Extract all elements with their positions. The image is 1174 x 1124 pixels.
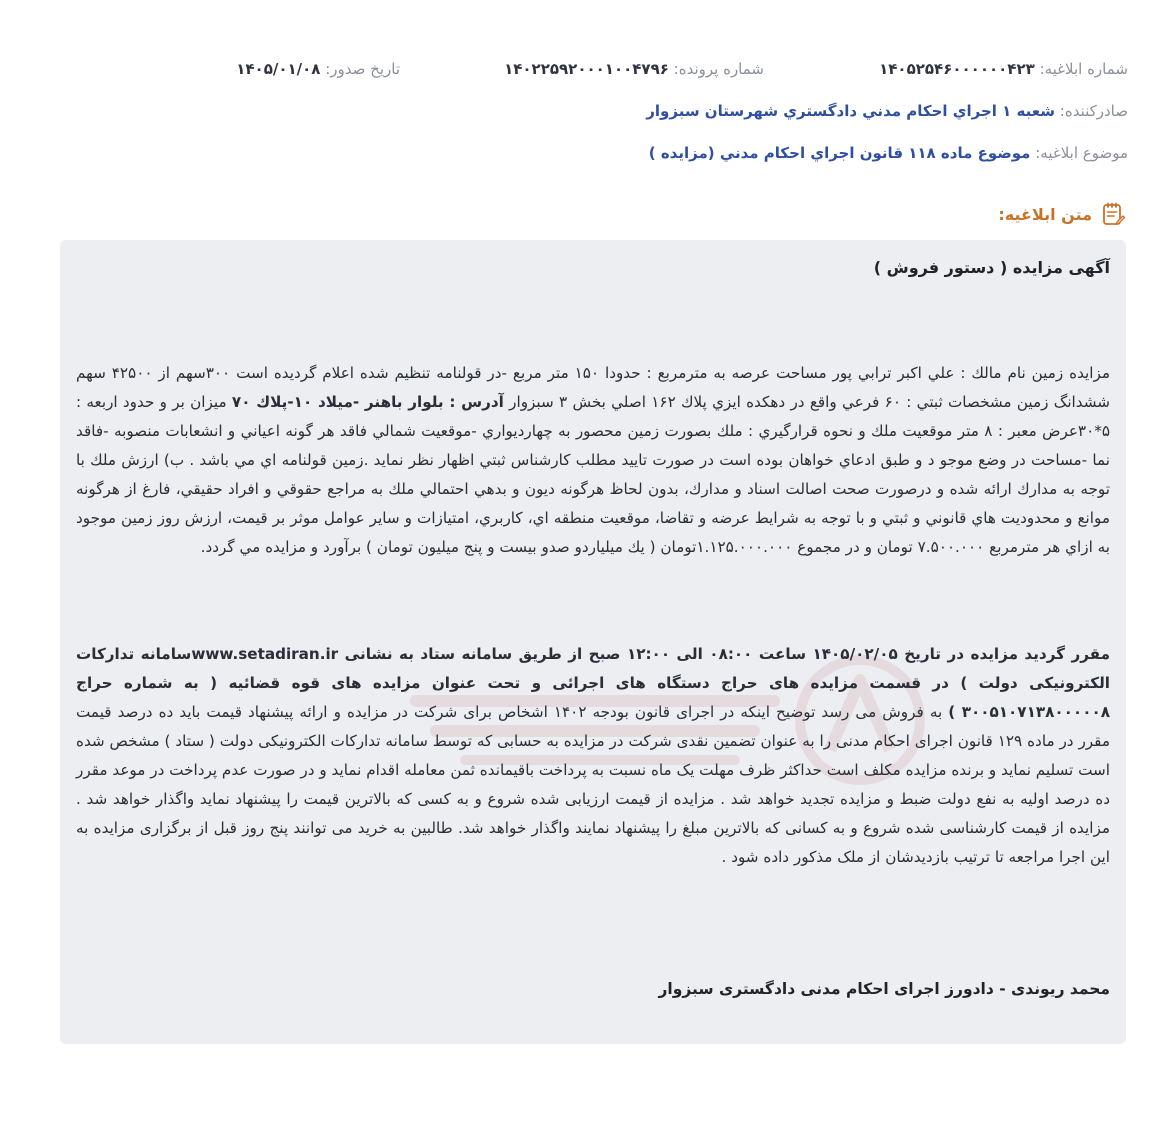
signature: محمد ریوندی - دادورز اجرای احکام مدنی دادگستری سبزوار bbox=[658, 980, 1110, 998]
property-description: مزایده زمین نام مالك : علي اكبر ترابي پور مساحت عرصه به مترمربع : حدودا ۱۵۰ متر مربع -در قولنامه تنظيم شده اعلام گرديده است ۳۰۰سهم از ۴۲۵۰۰ سهم ششدانگ زمين مشخصات ثبتي : ۶۰ فرعي واقع در دهكده ايزي پلاك ۱۶۲ اصلي بخش ۳ سبزوار آدرس : بلوار باهنر -ميلاد ۱۰-پلاك ۷۰ ميزان بر و حدود اربعه : ۵*۳۰عرض معبر : ۸ متر موقعيت ملك و نحوه قرارگيري : ملك بصورت زمين محصور به چهارديواري -موقعيت شمالي فاقد هر گونه اعياني و انشعابات منصوبه -فاقد نما -مساحت در وضع موجو د و طبق ادعاي خواهان بوده است در صورت تاييد مطلب كارشناس ثبتي اظهار نظر نمايد .زمين قولنامه اي مي باشد . ب) ارزش ملك با توجه به مدارك ارائه شده و درصورت صحت اصالت اسناد و مدارك، بدون لحاظ هرگونه ديون و بدهي احتمالي ملك به مراجع حقوقي و افراد حقيقي، فارغ از هرگونه موانع و محدوديت هاي قانوني و ثبتي و با توجه به شرايط عرضه و تقاضا، موقعيت منطقه اي، كاربري، امتيازات و ساير عوامل موثر بر قيمت، ارزش روز زمين موجود به ازاي هر مترمربع ۷.۵۰۰.۰۰۰ تومان و در مجموع ۱.۱۲۵.۰۰۰.۰۰۰تومان ( يك ميلياردو صدو بيست و پنج ميليون تومان ) برآورد و مزايده مي گردد. bbox=[76, 364, 1111, 556]
address-value: بلوار باهنر -ميلاد ۱۰-پلاك ۷۰ bbox=[231, 393, 450, 411]
section-header bbox=[998, 198, 1126, 230]
issuer-row: صادرکننده: شعبه ۱ اجراي احكام مدني دادگستري شهرستان سبزوار bbox=[646, 102, 1128, 120]
issue-date: تاریخ صدور: ۱۴۰۵/۰۱/۰۸ bbox=[236, 60, 400, 78]
notice-heading: آگهی مزایده ( دستور فروش ) bbox=[873, 258, 1110, 277]
notice-text-box bbox=[60, 240, 1126, 1044]
address-label: آدرس : bbox=[449, 393, 504, 411]
file-number: شماره پرونده: ۱۴۰۲۲۵۹۲۰۰۰۱۰۰۴۷۹۶ bbox=[504, 60, 764, 78]
subject-row: موضوع ابلاغیه: موضوع ماده ۱۱۸ قانون اجراي احكام مدني (مزايده ) bbox=[648, 144, 1128, 162]
notice-number: شماره ابلاغیه: ۱۴۰۵۲۵۴۶۰۰۰۰۰۰۴۲۳ bbox=[879, 60, 1128, 78]
section-title: متن ابلاغیه: bbox=[998, 204, 1092, 224]
note-icon bbox=[1100, 201, 1126, 227]
meta-row-numbers bbox=[46, 54, 1128, 84]
auction-terms: مقرر گردید مزایده در تاریخ ۱۴۰۵/۰۲/۰۵ ساعت ۰۸:۰۰ الی ۱۲:۰۰ صبح از طریق سامانه ستاد به نشانی www.setadiran.irسامانه تدارکات الکترونیکی دولت ) در قسمت مزایده های حراج دستگاه های اجرائی و تحت عنوان مزایده های قوه قضائیه ( به شماره حراج ۳۰۰۵۱۰۷۱۳۸۰۰۰۰۰۸ ) به فروش می رسد توضیح اینکه در اجرای قانون بودجه ۱۴۰۲ اشخاص برای شرکت در مزایده و ارائه پیشنهاد قیمت باید ده درصد قیمت مقرر در ماده ۱۲۹ قانون اجرای احکام مدنی را به عنوان تضمین نقدی شرکت در مزایده به حسابی که توسط سامانه تدارکات الکترونیکی دولت ( ستاد ) مشخص شده است تسلیم نماید و برنده مزایده مکلف است حداکثر ظرف مهلت یک ماه نسبت به پرداخت باقیمانده ثمن معامله اقدام نماید و در صورت عدم پرداخت در موعد مقرر ده درصد اولیه به نفع دولت ضبط و مزایده تجدید خواهد شد . مزایده از قیمت ارزیابی شده شروع و به کسی که بالاترین قیمت را پیشنهاد نماید واگذار خواهد شد . مزایده از قیمت کارشناسی شده شروع و به کسانی که بالاترین مبلغ را پیشنهاد نمایند واگذار خواهد شد. طالبین به خرید می توانند پنج روز قبل از برگزاری مزایده به این اجرا مراجعه تا ترتیب بازدیدشان از ملک مذکور داده شود . bbox=[76, 645, 1111, 866]
